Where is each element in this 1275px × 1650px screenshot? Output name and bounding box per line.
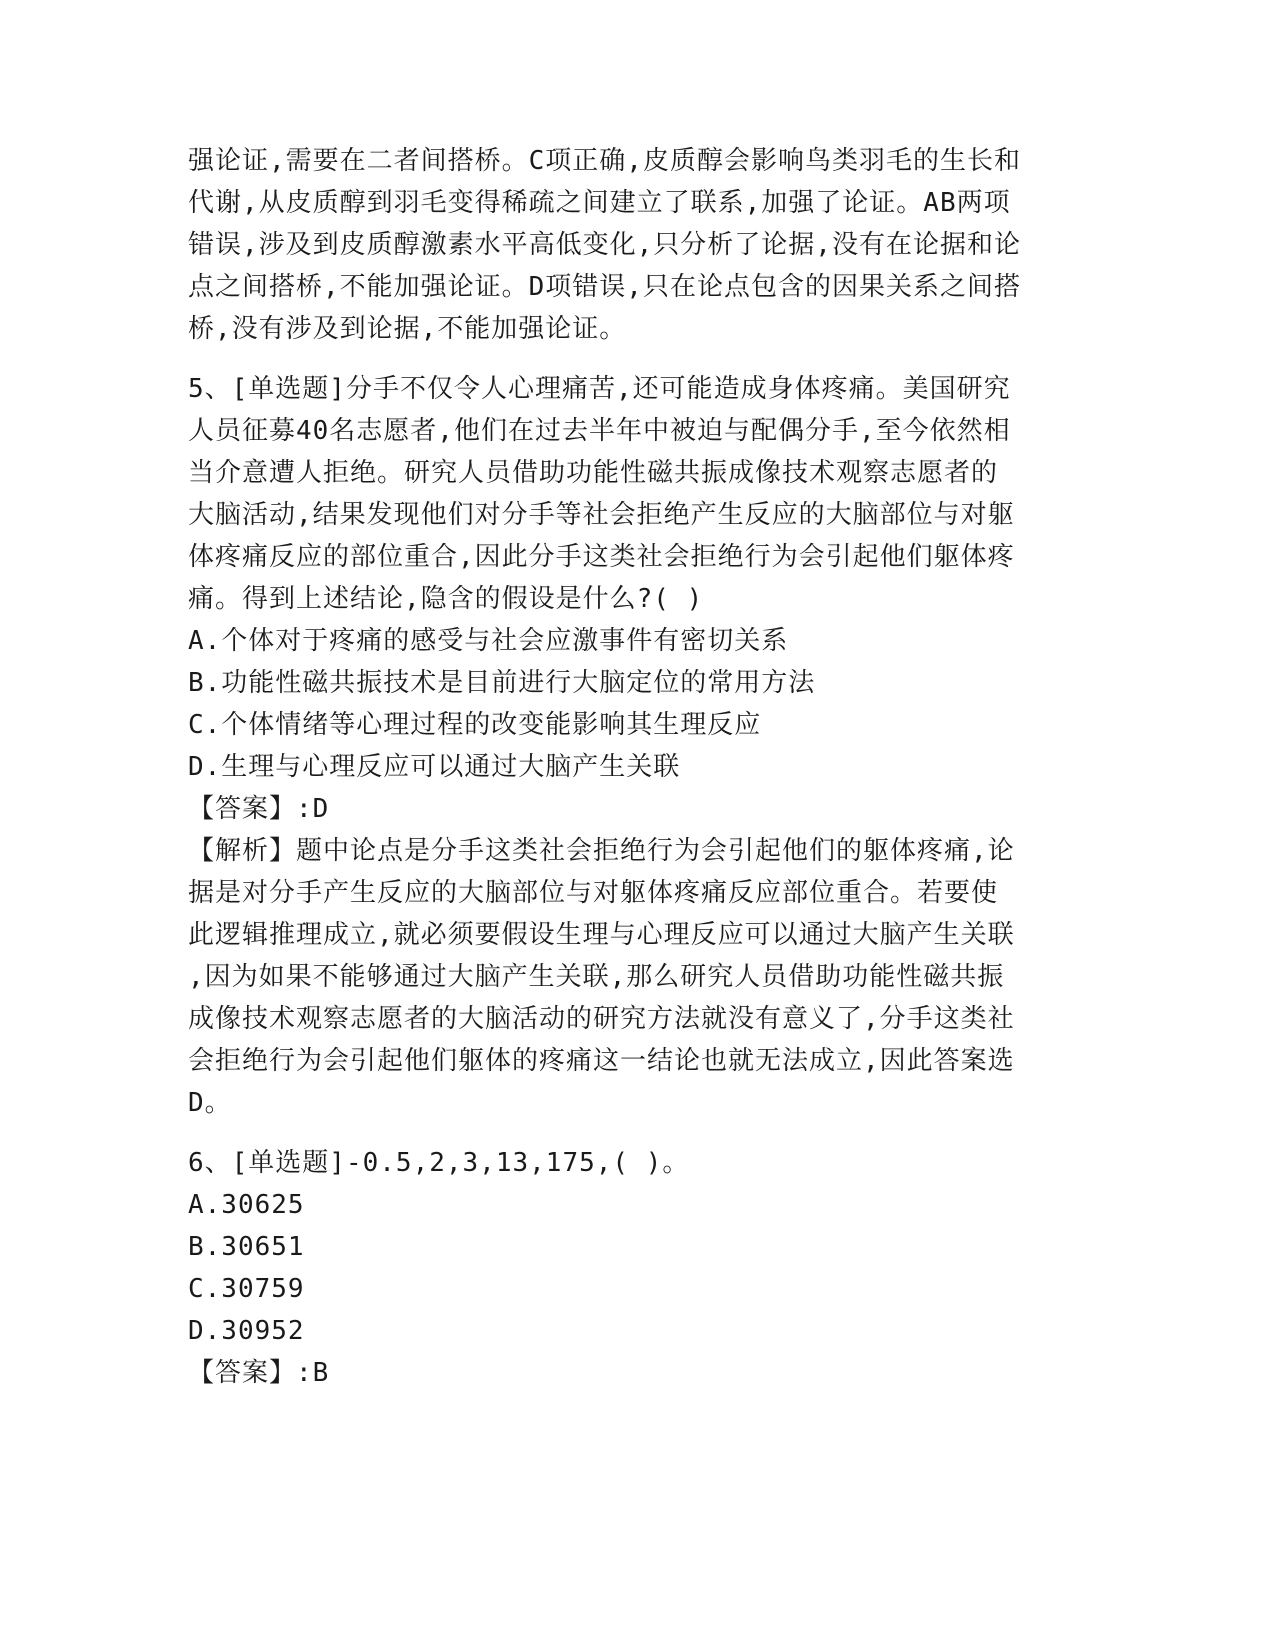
answer-line: 【答案】:B <box>188 1358 330 1388</box>
option-b: B.功能性磁共振技术是目前进行大脑定位的常用方法 <box>188 668 816 698</box>
question-stem-line: 大脑活动,结果发现他们对分手等社会拒绝产生反应的大脑部位与对躯 <box>188 500 1015 530</box>
analysis-line: 此逻辑推理成立,就必须要假设生理与心理反应可以通过大脑产生关联 <box>188 920 1015 950</box>
analysis-line: 成像技术观察志愿者的大脑活动的研究方法就没有意义了,分手这类社 <box>188 1004 1015 1034</box>
option-a: A.个体对于疼痛的感受与社会应激事件有密切关系 <box>188 626 789 656</box>
question-stem-line: 痛。得到上述结论,隐含的假设是什么?( ) <box>188 584 704 614</box>
option-d: D.生理与心理反应可以通过大脑产生关联 <box>188 752 681 782</box>
question-stem-line: 当介意遭人拒绝。研究人员借助功能性磁共振成像技术观察志愿者的 <box>188 458 999 488</box>
answer-line: 【答案】:D <box>188 794 330 824</box>
explanation-line: 强论证,需要在二者间搭桥。C项正确,皮质醇会影响鸟类羽毛的生长和 <box>188 146 1021 176</box>
option-c: C.30759 <box>188 1274 305 1304</box>
question-stem-line: 体疼痛反应的部位重合,因此分手这类社会拒绝行为会引起他们躯体疼 <box>188 542 1015 572</box>
explanation-line: 点之间搭桥,不能加强论证。D项错误,只在论点包含的因果关系之间搭 <box>188 272 1021 302</box>
analysis-line: 会拒绝行为会引起他们躯体的疼痛这一结论也就无法成立,因此答案选 <box>188 1046 1015 1076</box>
explanation-line: 代谢,从皮质醇到羽毛变得稀疏之间建立了联系,加强了论证。AB两项 <box>188 188 1011 218</box>
question-stem-line: 5、[单选题]分手不仅令人心理痛苦,还可能造成身体疼痛。美国研究 <box>188 374 1011 404</box>
explanation-line: 错误,涉及到皮质醇激素水平高低变化,只分析了论据,没有在论据和论 <box>188 230 1021 260</box>
analysis-line: 【解析】题中论点是分手这类社会拒绝行为会引起他们的躯体疼痛,论 <box>188 836 1015 866</box>
option-a: A.30625 <box>188 1190 305 1220</box>
analysis-line: D。 <box>188 1088 232 1118</box>
option-d: D.30952 <box>188 1316 305 1346</box>
analysis-line: ,因为如果不能够通过大脑产生关联,那么研究人员借助功能性磁共振 <box>188 962 1005 992</box>
analysis-line: 据是对分手产生反应的大脑部位与对躯体疼痛反应部位重合。若要使 <box>188 878 999 908</box>
explanation-line: 桥,没有涉及到论据,不能加强论证。 <box>188 314 627 344</box>
option-c: C.个体情绪等心理过程的改变能影响其生理反应 <box>188 710 762 740</box>
option-b: B.30651 <box>188 1232 305 1262</box>
question-stem-line: 人员征募40名志愿者,他们在过去半年中被迫与配偶分手,至今依然相 <box>188 416 1011 446</box>
question-stem-line: 6、[单选题]-0.5,2,3,13,175,( )。 <box>188 1148 690 1178</box>
